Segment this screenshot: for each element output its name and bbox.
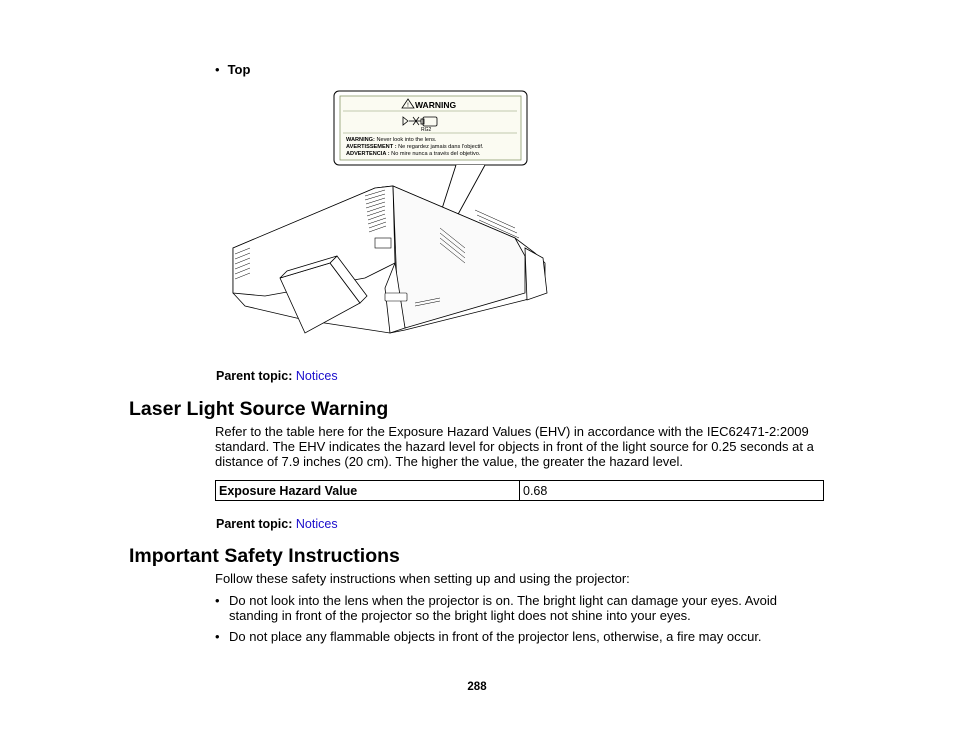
- parent-topic-label: Parent topic:: [216, 369, 293, 383]
- laser-paragraph: Refer to the table here for the Exposure Hazard Values (EHV) in accordance with the IEC62471-2:2009 standard. The EHV indicates the hazard level for objects in front of the light source for 0.25 seconds at a distance of 7.9 inches (20 cm). The higher the value, the greater the hazard level.: [215, 424, 814, 469]
- label-location-marker: [385, 293, 407, 301]
- parent-topic-1: [216, 369, 338, 383]
- table-row: [216, 481, 824, 501]
- label-warning-title: WARNING: [415, 100, 457, 110]
- ehv-value-cell: 0.68: [520, 481, 824, 501]
- label-line-1: WARNING: Never look into the lens.: [346, 137, 437, 143]
- label-line-3: ADVERTENCIA : No mire nunca a través del objetivo.: [346, 151, 481, 157]
- section-heading-laser: Laser Light Source Warning: [129, 398, 389, 420]
- safety-intro: Follow these safety instructions when setting up and using the projector:: [215, 571, 630, 586]
- figure-caption: Top: [227, 62, 251, 77]
- page-number: 288: [467, 681, 487, 693]
- parent-topic-label: Parent topic:: [216, 517, 293, 531]
- safety-list: [215, 594, 795, 650]
- section-heading-safety: Important Safety Instructions: [129, 545, 400, 567]
- rg-code: RG2: [421, 127, 432, 133]
- projector-body: [233, 186, 547, 333]
- list-item: • Do not place any flammable objects in front of the projector lens, otherwise, a fire may occur.: [215, 628, 762, 644]
- list-item-text: Do not look into the lens when the projector is on. The bright light can damage your eyes. Avoid standing in front of the projector so the bright light does not shine into your eyes.: [229, 593, 778, 623]
- label-line-2: AVERTISSEMENT : Ne regardez jamais dans l'objectif.: [346, 144, 484, 150]
- notices-link[interactable]: Notices: [295, 517, 338, 531]
- ehv-table: [215, 480, 824, 501]
- bullet-dot: •: [215, 62, 220, 77]
- parent-topic-2: [216, 517, 338, 531]
- list-item: • Do not look into the lens when the projector is on. The bright light can damage your eyes. Avoid standing in front of the projector so the bright light does not shine into your eyes.: [215, 593, 778, 623]
- list-item-text: Do not place any flammable objects in front of the projector lens, otherwise, a fire may occur.: [229, 628, 762, 644]
- projector-label-illustration: [225, 88, 555, 338]
- figure-caption-bullet: [215, 62, 250, 77]
- notices-link[interactable]: Notices: [295, 369, 338, 383]
- ehv-key-cell: Exposure Hazard Value: [216, 481, 520, 501]
- svg-text:!: !: [407, 103, 409, 109]
